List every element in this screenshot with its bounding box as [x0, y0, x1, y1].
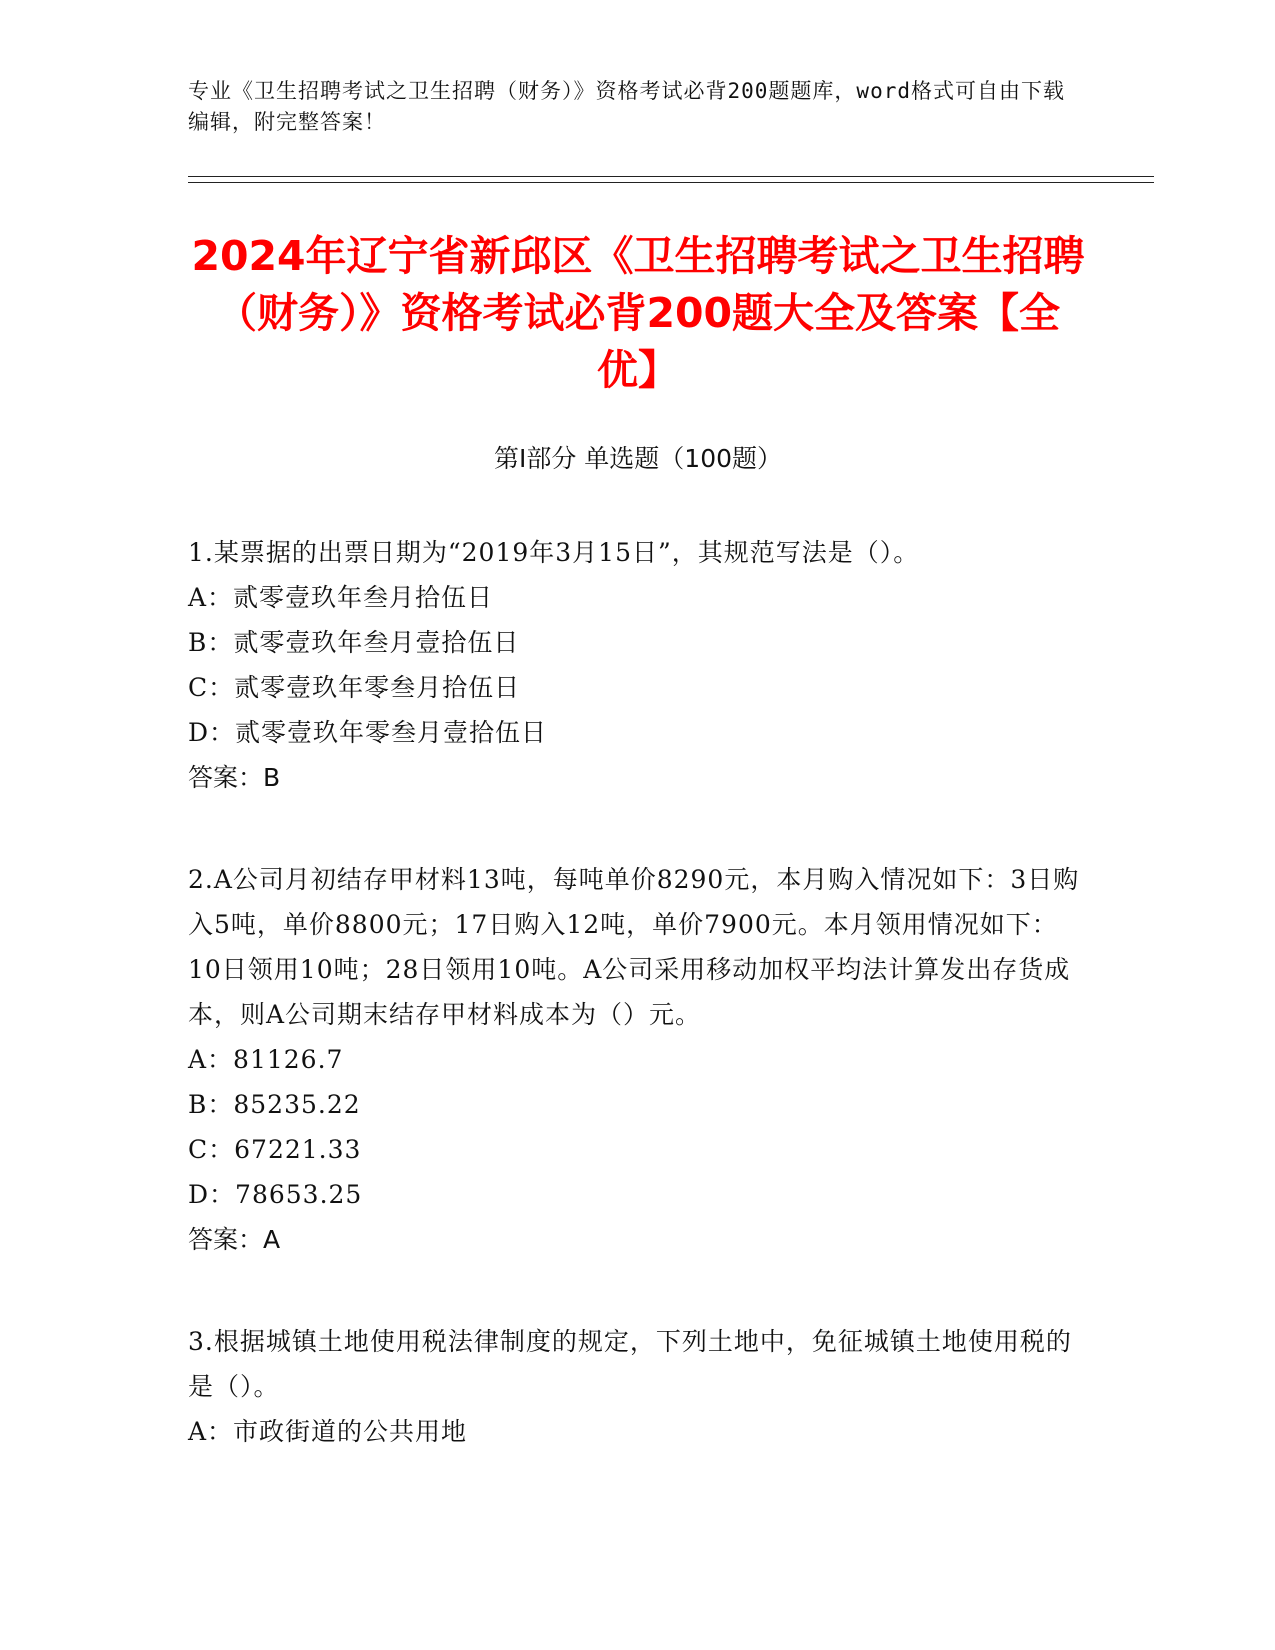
question-answer: 答案：A	[188, 1225, 281, 1254]
question-option-b: B：85235.22	[188, 1090, 361, 1119]
header-note: 专业《卫生招聘考试之卫生招聘（财务）》资格考试必背200题题库，word格式可自由下载编辑，附完整答案！	[188, 79, 1065, 134]
question-3	[188, 1319, 1088, 1454]
document-title: 2024年辽宁省新邱区《卫生招聘考试之卫生招聘（财务）》资格考试必背200题大全及答案【全优】	[191, 232, 1085, 394]
question-option-c: C：67221.33	[188, 1135, 362, 1164]
question-list	[188, 530, 1088, 1511]
question-answer: 答案：B	[188, 763, 281, 792]
question-stem: 1.某票据的出票日期为“2019年3月15日”，其规范写法是（）。	[188, 538, 920, 567]
question-option-b: B：贰零壹玖年叁月壹拾伍日	[188, 628, 520, 657]
question-stem: 3.根据城镇土地使用税法律制度的规定，下列土地中，免征城镇土地使用税的是（）。	[188, 1327, 1072, 1401]
question-option-a: A：81126.7	[188, 1045, 344, 1074]
header-divider-bottom	[188, 182, 1154, 183]
section-heading: 第I部分 单选题（100题）	[493, 444, 783, 473]
question-option-d: D：78653.25	[188, 1180, 363, 1209]
question-option-a: A：市政街道的公共用地	[188, 1417, 468, 1446]
question-stem: 2.A公司月初结存甲材料13吨，每吨单价8290元，本月购入情况如下：3日购入5吨，单价8800元；17日购入12吨，单价7900元。本月领用情况如下：10日领用10吨；28日领用10吨。A公司采用移动加权平均法计算发出存货成本，则A公司期末结存甲材料成本为（）元。	[188, 865, 1080, 1029]
question-1	[188, 530, 1088, 800]
question-option-c: C：贰零壹玖年零叁月拾伍日	[188, 673, 521, 702]
header-divider-top	[188, 176, 1154, 177]
question-option-a: A：贰零壹玖年叁月拾伍日	[188, 583, 494, 612]
question-option-d: D：贰零壹玖年零叁月壹拾伍日	[188, 718, 548, 747]
question-2	[188, 857, 1088, 1262]
